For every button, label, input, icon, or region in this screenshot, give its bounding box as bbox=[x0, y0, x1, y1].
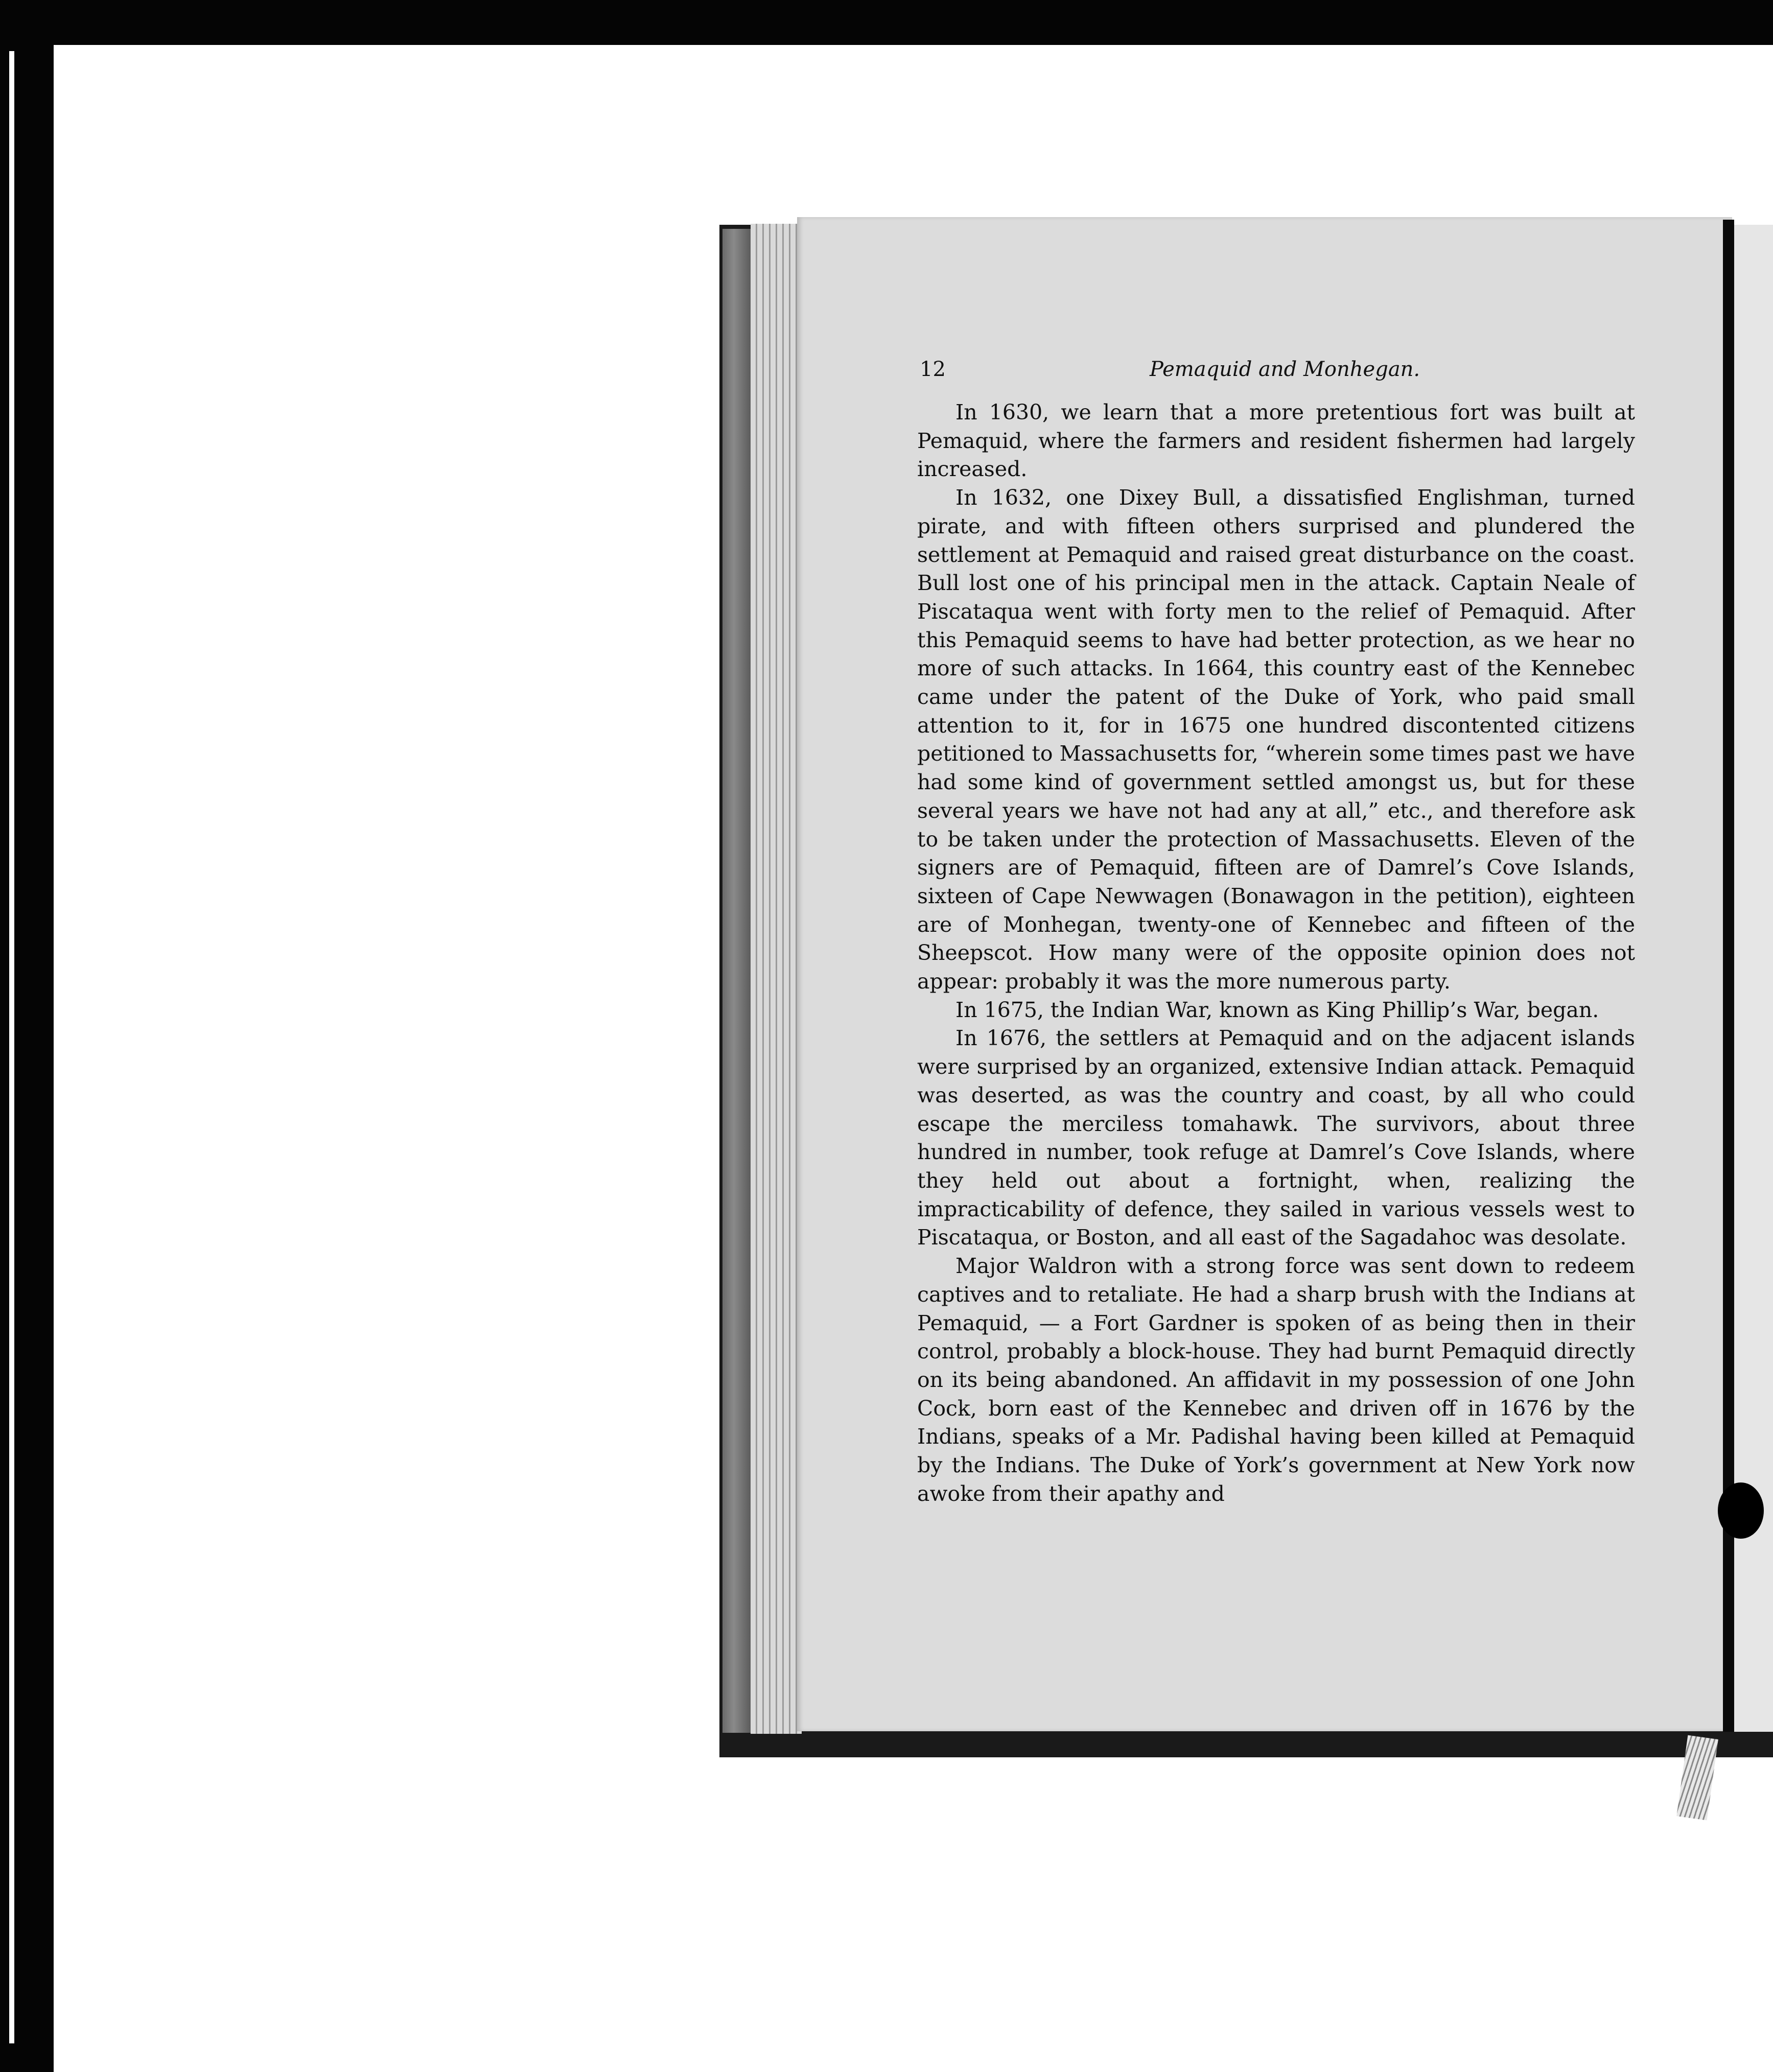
page-header bbox=[920, 358, 1635, 388]
page-body bbox=[917, 398, 1635, 1508]
page-number: 12 bbox=[920, 358, 946, 381]
running-title: Pemaquid and Monhegan. bbox=[1150, 358, 1420, 381]
book-cover-edge bbox=[722, 229, 751, 1733]
paragraph: Major Waldron with a strong force was sent down to redeem captives and to retaliate. He had a sharp brush with the Indians at Pemaquid, — a Fort Gardner is spoken of as being then in their control, probably a block-house. They had burnt Pemaquid directly on its being abandoned. An affidavit in my possession of one John Cock, born east of the Kennebec and driven off in 1676 by the Indians, speaks of a Mr. Padishal having been killed at Pemaquid by the Indians. The Duke of York’s government at New York now awoke from their apathy and bbox=[917, 1254, 1635, 1506]
scan-frame-left bbox=[0, 0, 54, 2072]
paragraph: In 1632, one Dixey Bull, a dissatisfied Englishman, turned pirate, and with fifteen others surprised and plundered the settlement at Pemaquid and raised great disturbance on the coast. Bull lost one of his principal men in the attack. Captain Neale of Piscataqua went with forty men to the relief of Pemaquid. After this Pemaquid seems to have had better protection, as we hear no more of such attacks. In 1664, this country east of the Kennebec came under the patent of the Duke of York, who paid small attention to it, for in 1675 one hundred discontented citizens petitioned to Massachusetts for, “wherein some times past we have had some kind of government settled amongst us, but for these several years we have not had any at all,” etc., and therefore ask to be taken under the protection of Massachusetts. Eleven of the signers are of Pemaquid, fifteen are of Damrel’s Cove Islands, sixteen of Cape Newwagen (Bonawagon in the petition), eighteen are of Monhegan, twenty-one of Kennebec and fifteen of the Sheepscot. How many were of the opposite opinion does not appear: probably it was the more numerous party. bbox=[917, 485, 1635, 994]
paragraph: In 1675, the Indian War, known as King Phillip’s War, began. bbox=[955, 997, 1599, 1022]
paragraph: In 1676, the settlers at Pemaquid and on the adjacent islands were surprised by an organized, extensive Indian attack. Pemaquid was deserted, as was the country and coast, by all who could escape the merciless tomahawk. The survivors, about three hundred in number, took refuge at Damrel’s Cove Islands, where they held out about a fortnight, when, realizing the impracticability of defence, they sailed in various vessels west to Piscataqua, or Boston, and all east of the Sagadahoc was desolate. bbox=[917, 1026, 1635, 1250]
scan-frame-top bbox=[0, 0, 1773, 45]
scan-frame-gap bbox=[9, 51, 14, 2043]
page-edges bbox=[751, 224, 802, 1734]
paragraph: In 1630, we learn that a more pretentious fort was built at Pemaquid, where the farmers and resident fishermen had largely increased. bbox=[917, 400, 1635, 482]
clasp-icon bbox=[1718, 1482, 1764, 1539]
